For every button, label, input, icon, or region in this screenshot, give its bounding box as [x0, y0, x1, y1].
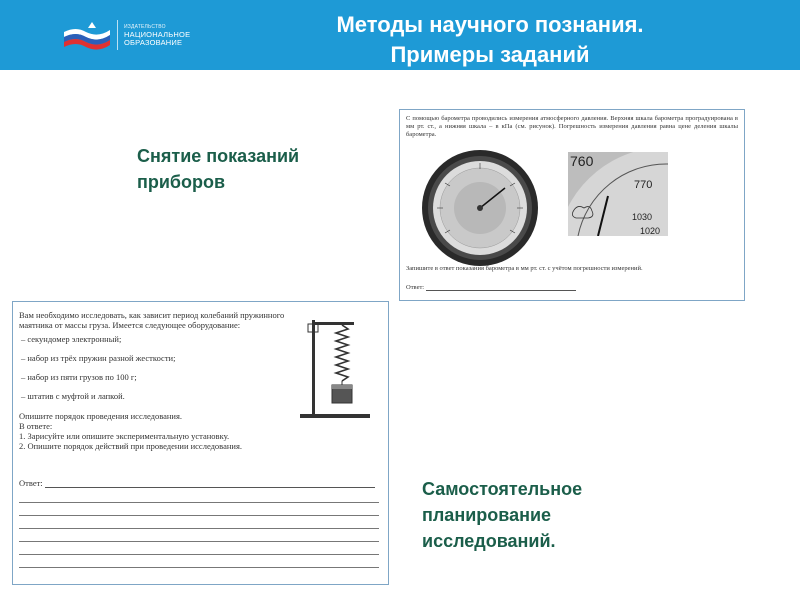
publisher-logo	[62, 20, 222, 50]
spring-task-card	[12, 301, 389, 585]
barometer-task-text: С помощью барометра проводились измерения атмосферного давления. Верхняя шкала барометра проградуирована в мм рт. ст., а нижняя шкала – в кПа (см. рисунок). Погрешность измерения давления равна цене деления шкалы барометра.	[406, 115, 738, 138]
spring-instruction: Опишите порядок проведения исследования.	[19, 411, 183, 421]
spring-answer-label: Ответ:	[19, 478, 43, 488]
equipment-item: – штатив с муфтой и лапкой.	[31, 391, 309, 401]
equipment-item: – набор из пяти грузов по 100 г;	[31, 372, 309, 382]
logo-line-3: ОБРАЗОВАНИЕ	[124, 38, 183, 47]
spring-answer-line[interactable]	[45, 480, 375, 488]
spring-task-intro: Вам необходимо исследовать, как зависит период колебаний пружинного маятника от массы груза. Имеется следующее оборудование:	[19, 310, 285, 330]
barometer-answer-line[interactable]	[426, 283, 576, 291]
logo-line-1: ИЗДАТЕЛЬСТВО	[124, 24, 166, 30]
title-line-1: Методы научного познания.	[336, 12, 644, 37]
equipment-item: – набор из трёх пружин разной жесткости;	[31, 353, 309, 363]
logo-text	[124, 23, 190, 47]
spring-answer-line[interactable]	[19, 567, 379, 568]
page-title	[240, 10, 740, 70]
spring-pendulum-image	[298, 312, 378, 420]
spring-answer-line[interactable]	[19, 528, 379, 529]
spring-in-answer: В ответе:	[19, 421, 53, 431]
dial-label-1020: 1020	[640, 226, 661, 236]
dial-label-1030: 1030	[632, 212, 653, 222]
header-bar	[0, 0, 800, 70]
equipment-list	[19, 334, 309, 401]
spring-answer-line[interactable]	[19, 515, 379, 516]
spring-answer-line[interactable]	[19, 554, 379, 555]
label-reading-instruments: Снятие показаний приборов	[137, 146, 300, 192]
barometer-answer-label: Ответ:	[406, 284, 425, 291]
logo-divider	[117, 20, 118, 50]
barometer-answer-row	[406, 283, 576, 291]
spring-answer-line[interactable]	[19, 502, 379, 503]
barometer-image	[405, 148, 555, 268]
dial-label-770: 770	[634, 179, 653, 191]
dial-label-760: 760	[570, 153, 594, 169]
spring-answer-row	[19, 478, 379, 488]
equipment-item: – секундомер электронный;	[31, 334, 309, 344]
title-line-2: Примеры заданий	[390, 42, 590, 67]
flag-logo-icon	[62, 20, 112, 50]
logo-line-2: НАЦИОНАЛЬНОЕ	[124, 30, 191, 39]
spring-answer-line[interactable]	[19, 541, 379, 542]
barometer-question: Запишите в ответ показания барометра в мм рт. ст. с учётом погрешности измерений.	[406, 265, 643, 272]
label-independent-planning: Самостоятельное планирование исследований.	[422, 479, 583, 551]
spring-step-1: 1. Зарисуйте или опишите экспериментальную установку.	[19, 431, 230, 441]
barometer-task-card	[399, 109, 745, 301]
spring-step-2: 2. Опишите порядок действий при проведении исследования.	[19, 441, 242, 451]
spring-task-text	[19, 310, 309, 451]
barometer-closeup-image	[568, 152, 668, 236]
